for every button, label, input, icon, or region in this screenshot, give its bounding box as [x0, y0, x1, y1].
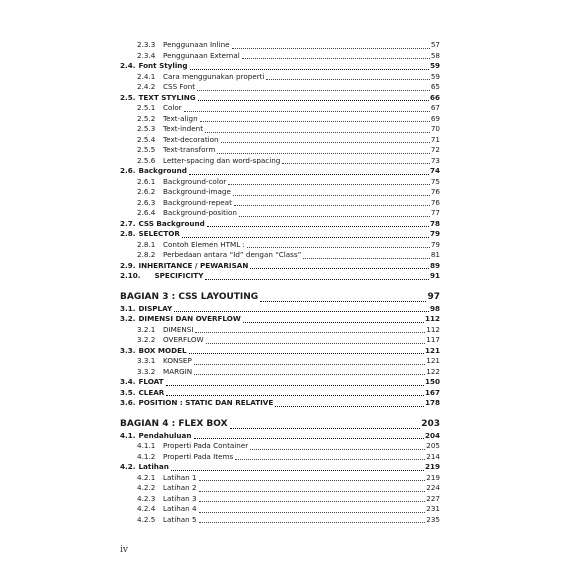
entry-number: 3.6. — [120, 398, 136, 407]
toc-subsection-entry[interactable] — [120, 187, 440, 198]
toc-section-entry[interactable] — [120, 388, 440, 399]
toc-subsection-entry[interactable] — [120, 198, 440, 209]
entry-page-number: 73 — [430, 155, 440, 165]
entry-page-number: 81 — [430, 250, 440, 259]
toc-subsection-entry[interactable] — [120, 208, 440, 219]
entry-page-number: 57 — [430, 40, 440, 49]
toc-section-entry[interactable] — [120, 377, 440, 388]
entry-page-number: 121 — [426, 356, 440, 365]
entry-page-number: 70 — [430, 124, 440, 133]
entry-number: 3.4. — [120, 377, 136, 386]
entry-page-number: 67 — [430, 103, 440, 112]
dot-leader — [205, 132, 430, 133]
dot-leader — [199, 501, 426, 502]
entry-number: 2.6.1 — [137, 176, 156, 186]
dot-leader — [198, 100, 429, 101]
entry-number: 4.2.3 — [137, 493, 156, 503]
entry-number: 2.5. — [120, 92, 136, 102]
toc-section-entry[interactable] — [120, 219, 440, 230]
entry-title: DIMENSI DAN OVERFLOW — [138, 314, 241, 323]
entry-title: Latihan 1 — [163, 472, 197, 482]
dot-leader — [199, 522, 426, 523]
dot-leader — [194, 374, 425, 375]
entry-page-number: 98 — [429, 303, 440, 313]
toc-subsection-entry[interactable] — [120, 40, 440, 51]
entry-title: CLEAR — [138, 387, 165, 397]
entry-page-number: 235 — [426, 514, 440, 524]
toc-section-entry[interactable] — [120, 398, 440, 409]
entry-title: POSITION : STATIC DAN RELATIVE — [138, 398, 274, 407]
dot-leader — [166, 395, 424, 396]
toc-subsection-entry[interactable] — [120, 103, 440, 114]
dot-leader — [190, 69, 429, 70]
entry-number: 2.4.1 — [137, 71, 156, 81]
entry-page-number: 75 — [430, 176, 440, 186]
entry-number: 2.3.4 — [137, 50, 156, 60]
dot-leader — [250, 449, 425, 450]
dot-leader — [206, 343, 426, 344]
spacer — [120, 282, 440, 291]
toc-block-bagian-2 — [120, 40, 440, 282]
entry-page-number: 59 — [429, 61, 440, 70]
entry-title: Background-image — [163, 187, 231, 196]
dot-leader — [234, 205, 430, 206]
entry-title: SELECTOR — [138, 229, 180, 238]
entry-page-number: 65 — [430, 82, 440, 91]
toc-subsection-entry[interactable] — [120, 156, 440, 167]
entry-number: 3.2.2 — [137, 335, 156, 344]
page-number-footer: iv — [120, 545, 128, 555]
toc-subsection-entry[interactable] — [120, 473, 440, 484]
entry-page-number: 178 — [424, 398, 440, 407]
toc-subsection-entry[interactable] — [120, 135, 440, 146]
dot-leader — [174, 311, 429, 312]
entry-title: INHERITANCE / PEWARISAN — [138, 260, 249, 270]
entry-page-number: 79 — [430, 239, 440, 249]
toc-block-bagian-3 — [120, 304, 440, 409]
toc-subsection-entry[interactable] — [120, 72, 440, 83]
toc-subsection-entry[interactable] — [120, 114, 440, 125]
entry-title: Latihan 2 — [163, 483, 197, 492]
entry-page-number: 72 — [430, 145, 440, 154]
entry-number: 4.1.2 — [137, 451, 156, 461]
entry-number: 2.5.3 — [137, 124, 156, 133]
dot-leader — [242, 58, 430, 59]
toc-section-entry[interactable] — [120, 166, 440, 177]
dot-leader — [235, 459, 425, 460]
entry-number: 2.5.5 — [137, 145, 156, 154]
toc-subsection-entry[interactable] — [120, 515, 440, 526]
toc-part-heading[interactable] — [120, 291, 440, 304]
toc-subsection-entry[interactable] — [120, 335, 440, 346]
dot-leader — [184, 111, 430, 112]
toc-section-entry[interactable] — [120, 346, 440, 357]
entry-title: BOX MODEL — [138, 345, 187, 355]
toc-subsection-entry[interactable] — [120, 82, 440, 93]
entry-number: 2.8.2 — [137, 250, 156, 259]
entry-number: 4.2.4 — [137, 504, 156, 513]
entry-title: Latihan — [138, 462, 169, 471]
entry-number: 3.1. — [120, 303, 136, 313]
entry-title: FLOAT — [138, 377, 164, 386]
toc-section-entry[interactable] — [120, 229, 440, 240]
entry-page-number: 219 — [424, 462, 440, 471]
entry-title: Perbedaan antara “Id” dengan “Class” — [163, 250, 302, 259]
entry-number: 2.5.4 — [137, 134, 156, 144]
entry-page-number: 89 — [429, 260, 440, 270]
entry-page-number: 74 — [429, 166, 440, 175]
dot-leader — [275, 406, 424, 407]
entry-page-number: 167 — [424, 387, 440, 397]
entry-page-number: 214 — [426, 451, 440, 461]
entry-title: Text-indent — [163, 124, 204, 133]
entry-title: Penggunaan External — [163, 50, 240, 60]
entry-page-number: 224 — [426, 483, 440, 492]
entry-title: Background — [138, 166, 187, 175]
entry-title: Latihan 5 — [163, 514, 197, 524]
dot-leader — [232, 48, 430, 49]
entry-page-number: 112 — [424, 314, 440, 323]
entry-title: Background-color — [163, 176, 227, 186]
entry-page-number: 69 — [430, 113, 440, 123]
entry-page-number: 117 — [426, 335, 440, 344]
toc-section-entry[interactable] — [120, 431, 440, 442]
entry-title: Properti Pada Container — [163, 441, 249, 450]
entry-title: Penggunaan Inline — [163, 40, 230, 49]
entry-title: CSS Font — [163, 82, 196, 91]
entry-number: 3.2.1 — [137, 324, 156, 334]
entry-number: 2.6.2 — [137, 187, 156, 196]
entry-page-number: 204 — [424, 430, 440, 440]
entry-number: 2.8.1 — [137, 239, 156, 249]
toc-subsection-entry[interactable] — [120, 483, 440, 494]
toc-section-entry[interactable] — [120, 462, 440, 473]
entry-title: Cara menggunakan properti — [163, 71, 265, 81]
entry-page-number: 112 — [426, 324, 440, 334]
entry-page-number: 78 — [429, 218, 440, 228]
dot-leader — [266, 79, 429, 80]
toc-subsection-entry[interactable] — [120, 145, 440, 156]
dot-leader — [221, 142, 430, 143]
toc-subsection-entry[interactable] — [120, 356, 440, 367]
toc-subsection-entry[interactable] — [120, 325, 440, 336]
dot-leader — [166, 385, 424, 386]
toc-section-entry[interactable] — [120, 61, 440, 72]
entry-title: Contoh Elemen HTML : — [163, 239, 245, 249]
entry-number: 3.2. — [120, 314, 136, 323]
entry-number: 2.3.3 — [137, 40, 156, 49]
entry-number: 4.2.2 — [137, 483, 156, 492]
entry-number: 2.9. — [120, 260, 136, 270]
entry-title: SPECIFICITY — [154, 271, 204, 280]
dot-leader — [189, 174, 429, 175]
entry-number: 3.3. — [120, 345, 136, 355]
entry-page-number: 79 — [429, 229, 440, 238]
entry-number: 2.6.3 — [137, 197, 156, 207]
toc-subsection-entry[interactable] — [120, 367, 440, 378]
toc-subsection-entry[interactable] — [120, 441, 440, 452]
entry-title: KONSEP — [163, 356, 192, 365]
dot-leader — [182, 237, 429, 238]
dot-leader — [217, 153, 429, 154]
entry-number: 2.8. — [120, 229, 136, 238]
dot-leader — [230, 428, 421, 429]
entry-number: 2.6.4 — [137, 208, 156, 217]
entry-number: 2.10. — [120, 271, 141, 280]
entry-title: Font Styling — [138, 61, 188, 70]
dot-leader — [199, 512, 426, 513]
toc-subsection-entry[interactable] — [120, 240, 440, 251]
entry-page-number: 122 — [426, 366, 440, 376]
entry-number: 2.5.1 — [137, 103, 156, 112]
entry-page-number: 66 — [429, 92, 440, 102]
toc-subsection-entry[interactable] — [120, 250, 440, 261]
entry-title: Color — [163, 103, 182, 112]
entry-title: CSS Background — [138, 218, 205, 228]
toc-block-bagian-4 — [120, 431, 440, 526]
entry-page-number: 91 — [429, 271, 440, 280]
toc-subsection-entry[interactable] — [120, 504, 440, 515]
entry-page-number: 77 — [430, 208, 440, 217]
dot-leader — [282, 163, 429, 164]
entry-page-number: 59 — [430, 71, 440, 81]
entry-page-number: 71 — [430, 134, 440, 144]
toc-section-entry[interactable] — [120, 304, 440, 315]
dot-leader — [239, 216, 430, 217]
entry-title: Background-repeat — [163, 197, 232, 207]
entry-title: Latihan 4 — [163, 504, 197, 513]
entry-title: DIMENSI — [163, 324, 194, 334]
entry-page-number: 76 — [430, 187, 440, 196]
dot-leader — [243, 322, 424, 323]
entry-page-number: 150 — [424, 377, 440, 386]
entry-title: Text-transform — [163, 145, 216, 154]
dot-leader — [205, 279, 429, 280]
entry-number: 2.6. — [120, 166, 136, 175]
entry-page-number: 76 — [430, 197, 440, 207]
dot-leader — [200, 121, 430, 122]
entry-number: 4.1.1 — [137, 441, 156, 450]
dot-leader — [195, 332, 425, 333]
dot-leader — [207, 226, 429, 227]
entry-number: 2.5.6 — [137, 155, 156, 165]
dot-leader — [194, 364, 425, 365]
entry-number: 3.3.1 — [137, 356, 156, 365]
entry-page-number: 121 — [424, 345, 440, 355]
part-title: BAGIAN 4 : FLEX BOX — [120, 418, 228, 429]
entry-number: 2.5.2 — [137, 113, 156, 123]
entry-number: 3.3.2 — [137, 366, 156, 376]
table-of-contents — [120, 40, 440, 525]
entry-page-number: 205 — [426, 441, 440, 450]
entry-title: TEXT STYLING — [138, 92, 196, 102]
dot-leader — [199, 480, 426, 481]
dot-leader — [194, 438, 424, 439]
dot-leader — [260, 301, 426, 302]
toc-subsection-entry[interactable] — [120, 494, 440, 505]
part-page-number: 203 — [421, 418, 440, 429]
toc-subsection-entry[interactable] — [120, 124, 440, 135]
spacer — [120, 409, 440, 418]
toc-section-entry[interactable] — [120, 261, 440, 272]
toc-section-entry[interactable] — [120, 271, 440, 282]
entry-title: Text-align — [163, 113, 198, 123]
entry-page-number: 219 — [426, 472, 440, 482]
dot-leader — [189, 353, 424, 354]
dot-leader — [233, 195, 430, 196]
entry-number: 2.7. — [120, 218, 136, 228]
entry-number: 2.4. — [120, 61, 136, 70]
entry-page-number: 231 — [426, 504, 440, 513]
entry-number: 4.1. — [120, 430, 136, 440]
part-page-number: 97 — [427, 291, 440, 302]
entry-title: Background-position — [163, 208, 237, 217]
dot-leader — [303, 258, 430, 259]
dot-leader — [228, 184, 430, 185]
entry-page-number: 58 — [430, 50, 440, 60]
toc-part-heading[interactable] — [120, 418, 440, 431]
toc-subsection-entry[interactable] — [120, 177, 440, 188]
dot-leader — [199, 491, 426, 492]
dot-leader — [171, 470, 424, 471]
entry-title: MARGIN — [163, 366, 193, 376]
entry-number: 2.4.2 — [137, 82, 156, 91]
entry-number: 4.2.1 — [137, 472, 156, 482]
entry-title: Text-decoration — [163, 134, 219, 144]
dot-leader — [197, 90, 430, 91]
entry-page-number: 227 — [426, 493, 440, 503]
toc-subsection-entry[interactable] — [120, 452, 440, 463]
entry-number: 4.2. — [120, 462, 136, 471]
entry-title: Pendahuluan — [138, 430, 192, 440]
dot-leader — [247, 247, 430, 248]
entry-title: DISPLAY — [138, 303, 173, 313]
entry-title: OVERFLOW — [163, 335, 204, 344]
entry-number: 4.2.5 — [137, 514, 156, 524]
entry-title: Letter-spacing dan word-spacing — [163, 155, 281, 165]
dot-leader — [250, 268, 429, 269]
toc-section-entry[interactable] — [120, 93, 440, 104]
entry-title: Properti Pada Items — [163, 451, 234, 461]
toc-section-entry[interactable] — [120, 314, 440, 325]
entry-title: Latihan 3 — [163, 493, 197, 503]
part-title: BAGIAN 3 : CSS LAYOUTING — [120, 291, 259, 302]
toc-subsection-entry[interactable] — [120, 51, 440, 62]
entry-number: 3.5. — [120, 387, 136, 397]
